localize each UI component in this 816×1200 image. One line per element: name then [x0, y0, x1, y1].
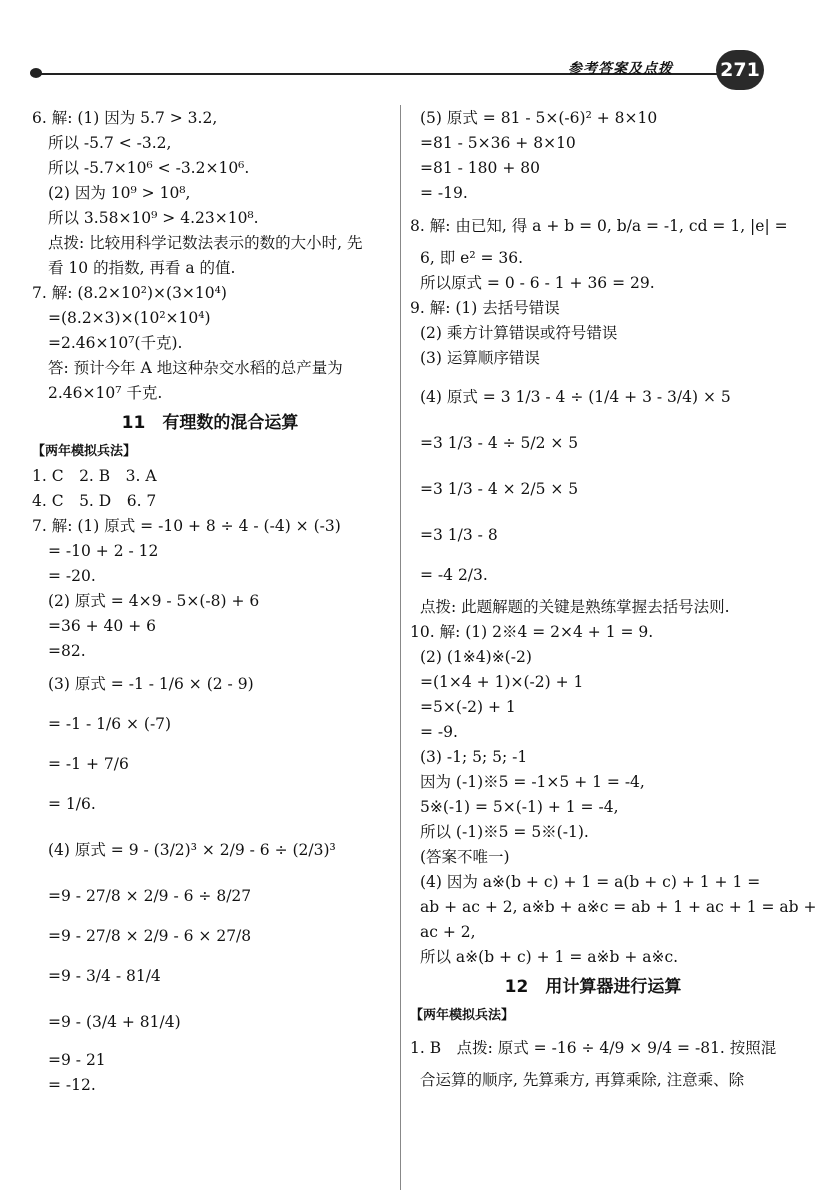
text-line: ab + ac + 2, a※b + a※c = ab + 1 + ac + 1 = ab + — [420, 898, 816, 916]
page-number: 271 — [716, 50, 764, 90]
text-line: =81 - 5×36 + 8×10 — [420, 134, 576, 152]
text-line: =9 - 27/8 × 2/9 - 6 ÷ 8/27 — [48, 887, 252, 905]
page-header — [0, 0, 812, 100]
right-column — [410, 106, 816, 1093]
text-line: 10. 解: (1) 2※4 = 2×4 + 1 = 9. — [410, 623, 654, 641]
column-divider — [400, 105, 401, 1190]
text-line: (3) 原式 = -1 - 1/6 × (2 - 9) — [48, 675, 254, 693]
text-line: (4) 原式 = 3 1/3 - 4 ÷ (1/4 + 3 - 3/4) × 5 — [420, 388, 731, 406]
text-line: = -1 + 7/6 — [48, 755, 129, 773]
text-line: 所以 a※(b + c) + 1 = a※b + a※c. — [420, 948, 679, 966]
text-line: (2) 因为 10⁹ > 10⁸, — [48, 184, 191, 202]
text-line: = -1 - 1/6 × (-7) — [48, 715, 172, 733]
text-line: = 1/6. — [48, 795, 96, 813]
text-line: = -12. — [48, 1076, 96, 1094]
text-line: = -20. — [48, 567, 96, 585]
text-line: =3 1/3 - 8 — [420, 526, 498, 544]
text-line: (2) 原式 = 4×9 - 5×(-8) + 6 — [48, 592, 260, 610]
text-line: (3) -1; 5; 5; -1 — [420, 748, 528, 766]
text-line: 6, 即 e² = 36. — [420, 249, 524, 267]
text-line: 点拨: 此题解题的关键是熟练掌握去括号法则. — [420, 598, 730, 616]
section-title: 11 有理数的混合运算 — [121, 413, 299, 433]
text-line: 8. 解: 由已知, 得 a + b = 0, b/a = -1, cd = 1, |e| = — [410, 217, 788, 235]
text-line: (5) 原式 = 81 - 5×(-6)² + 8×10 — [420, 109, 658, 127]
text-line: =(1×4 + 1)×(-2) + 1 — [420, 673, 584, 691]
text-line: 7. 解: (8.2×10²)×(3×10⁴) — [32, 284, 227, 302]
text-line: = -19. — [420, 184, 468, 202]
text-line: (2) 乘方计算错误或符号错误 — [420, 324, 618, 342]
text-line: = -10 + 2 - 12 — [48, 542, 159, 560]
left-column — [32, 106, 388, 1098]
text-line: =9 - 27/8 × 2/9 - 6 × 27/8 — [48, 927, 252, 945]
text-line: =(8.2×3)×(10²×10⁴) — [48, 309, 211, 327]
section-title: 12 用计算器进行运算 — [504, 977, 682, 997]
text-line: 所以 -5.7 < -3.2, — [48, 134, 172, 152]
text-line: 1. C 2. B 3. A — [32, 467, 157, 485]
text-line: =36 + 40 + 6 — [48, 617, 156, 635]
text-line: 6. 解: (1) 因为 5.7 > 3.2, — [32, 109, 218, 127]
text-line: 9. 解: (1) 去括号错误 — [410, 299, 560, 317]
text-line: 1. B 点拨: 原式 = -16 ÷ 4/9 × 9/4 = -81. 按照混 — [410, 1039, 777, 1057]
text-line: =3 1/3 - 4 × 2/5 × 5 — [420, 480, 579, 498]
text-line: =82. — [48, 642, 86, 660]
text-line: 答: 预计今年 A 地这种杂交水稻的总产量为 — [48, 359, 343, 377]
text-line: 点拨: 比较用科学记数法表示的数的大小时, 先 — [48, 234, 363, 252]
text-line: = -4 2/3. — [420, 566, 488, 584]
header-title: 参考答案及点拨 — [568, 61, 673, 77]
text-line: =3 1/3 - 4 ÷ 5/2 × 5 — [420, 434, 579, 452]
text-line: 所以 3.58×10⁹ > 4.23×10⁸. — [48, 209, 259, 227]
text-line: (4) 原式 = 9 - (3/2)³ × 2/9 - 6 ÷ (2/3)³ — [48, 841, 336, 859]
section-tag: 【两年模拟兵法】 — [32, 444, 137, 459]
text-line: =9 - 3/4 - 81/4 — [48, 967, 161, 985]
text-line: =9 - 21 — [48, 1051, 106, 1069]
text-line: 4. C 5. D 6. 7 — [32, 492, 157, 510]
text-line: = -9. — [420, 723, 458, 741]
text-line: (2) (1※4)※(-2) — [420, 648, 532, 666]
text-line: 所以 -5.7×10⁶ < -3.2×10⁶. — [48, 159, 250, 177]
text-line: =81 - 180 + 80 — [420, 159, 540, 177]
text-line: 合运算的顺序, 先算乘方, 再算乘除, 注意乘、除 — [420, 1071, 745, 1089]
text-line: 所以原式 = 0 - 6 - 1 + 36 = 29. — [420, 274, 655, 292]
text-line: (答案不唯一) — [420, 848, 510, 866]
text-line: 2.46×10⁷ 千克. — [48, 384, 163, 402]
text-line: 所以 (-1)※5 = 5※(-1). — [420, 823, 589, 841]
text-line: 看 10 的指数, 再看 a 的值. — [48, 259, 236, 277]
text-line: 5※(-1) = 5×(-1) + 1 = -4, — [420, 798, 619, 816]
text-line: =5×(-2) + 1 — [420, 698, 516, 716]
text-line: 7. 解: (1) 原式 = -10 + 8 ÷ 4 - (-4) × (-3) — [32, 517, 341, 535]
text-line: (3) 运算顺序错误 — [420, 349, 540, 367]
text-line: 因为 (-1)※5 = -1×5 + 1 = -4, — [420, 773, 645, 791]
section-tag: 【两年模拟兵法】 — [410, 1008, 515, 1023]
text-line: =9 - (3/4 + 81/4) — [48, 1013, 181, 1031]
text-line: ac + 2, — [420, 923, 476, 941]
text-line: (4) 因为 a※(b + c) + 1 = a(b + c) + 1 + 1 = — [420, 873, 761, 891]
text-line: =2.46×10⁷(千克). — [48, 334, 183, 352]
